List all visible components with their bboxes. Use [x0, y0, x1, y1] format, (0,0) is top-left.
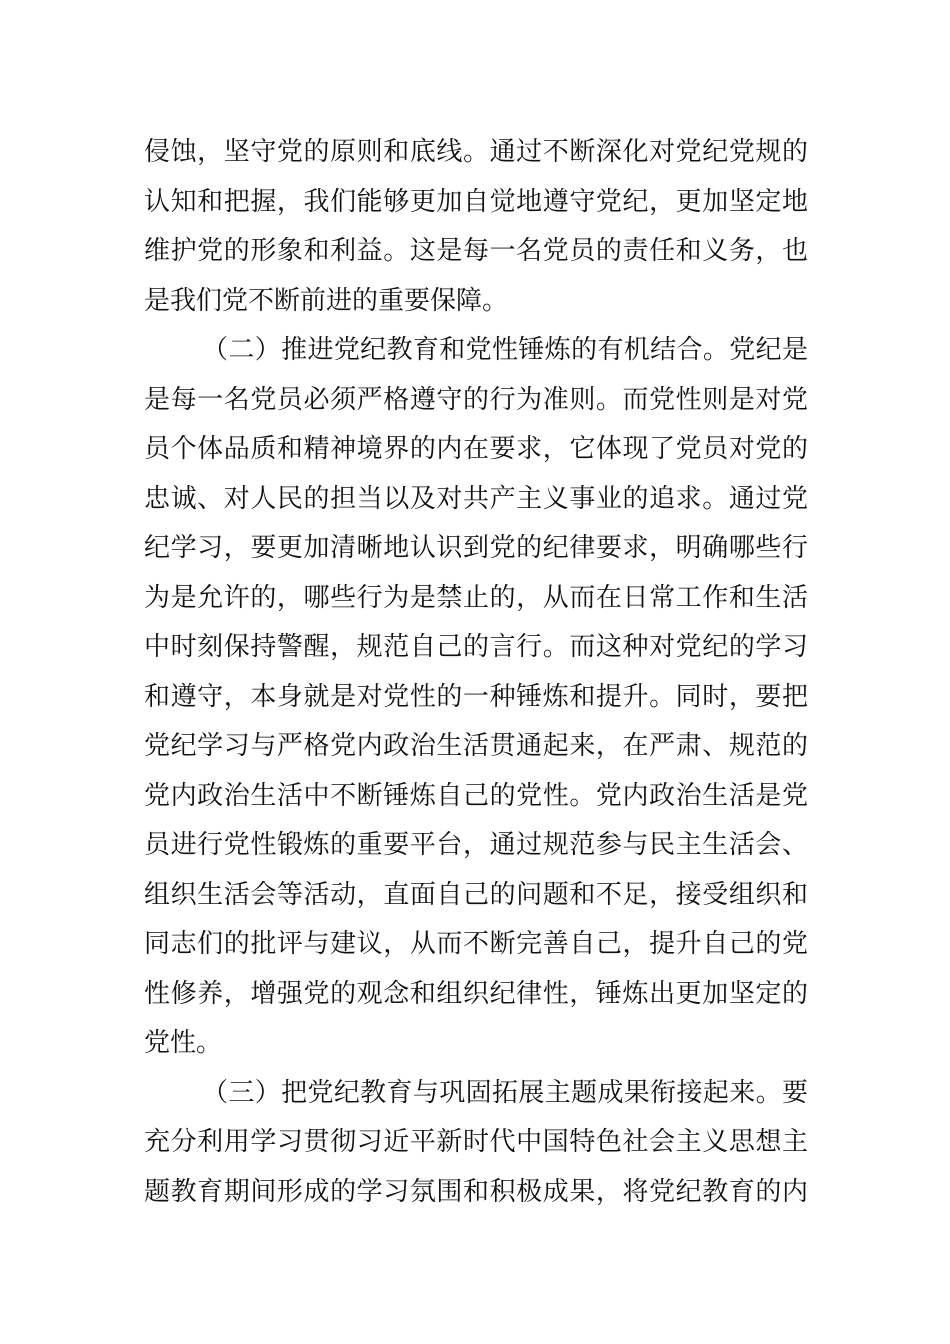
text-line: （二）推进党纪教育和党性锤炼的有机结合。党纪是 [202, 335, 808, 365]
text-line: 性修养，增强党的观念和组织纪律性，锤炼出更加坚定的 [144, 978, 808, 1009]
text-line: 纪学习，要更加清晰地认识到党的纪律要求，明确哪些行 [144, 533, 808, 563]
text-line: 认知和把握，我们能够更加自觉地遵守党纪，更加坚定地 [144, 186, 808, 217]
text-line: 题教育期间形成的学习氛围和积极成果，将党纪教育的内 [144, 1176, 808, 1207]
text-line: 同志们的批评与建议，从而不断完善自己，提升自己的党 [144, 929, 808, 959]
text-line: 是我们党不断前进的重要保障。 [144, 285, 509, 316]
text-line: 维护党的形象和利益。这是每一名党员的责任和义务，也 [144, 236, 808, 266]
text-line: 忠诚、对人民的担当以及对共产主义事业的追求。通过党 [144, 483, 808, 514]
text-line: 党纪学习与严格党内政治生活贯通起来，在严肃、规范的 [144, 731, 808, 761]
text-line: 是每一名党员必须严格遵守的行为准则。而党性则是对党 [144, 384, 808, 415]
text-line: 为是允许的，哪些行为是禁止的，从而在日常工作和生活 [144, 582, 808, 613]
text-line: 员进行党性锻炼的重要平台，通过规范参与民主生活会、 [144, 830, 808, 860]
text-line: 员个体品质和精神境界的内在要求，它体现了党员对党的 [144, 434, 808, 464]
text-line: 党性。 [144, 1028, 223, 1058]
text-line: 党内政治生活中不断锤炼自己的党性。党内政治生活是党 [144, 780, 808, 811]
text-line: 侵蚀，坚守党的原则和底线。通过不断深化对党纪党规的 [144, 137, 808, 167]
document-body [144, 128, 808, 1217]
text-line: 组织生活会等活动，直面自己的问题和不足，接受组织和 [144, 879, 808, 910]
text-line: （三）把党纪教育与巩固拓展主题成果衔接起来。要 [202, 1077, 808, 1108]
text-line: 和遵守，本身就是对党性的一种锤炼和提升。同时，要把 [144, 681, 808, 712]
text-line: 充分利用学习贯彻习近平新时代中国特色社会主义思想主 [144, 1127, 808, 1157]
text-line: 中时刻保持警醒，规范自己的言行。而这种对党纪的学习 [144, 632, 808, 662]
